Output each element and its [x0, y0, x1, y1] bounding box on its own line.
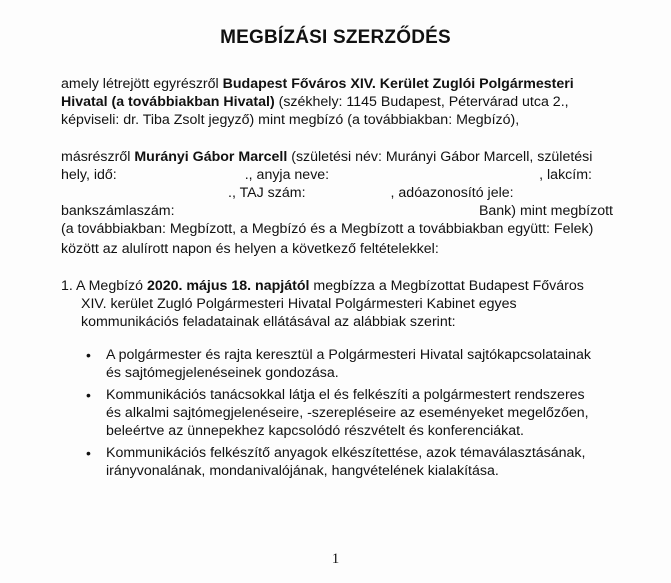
bullet-2-line-3: beleértve az ünnepekhez kapcsolódó részvételt és konferenciákat.	[106, 423, 524, 439]
bullet-1-line-2: és sajtómegjelenéseinek gondozása.	[106, 365, 339, 381]
start-date: 2020. május 18. napjától	[146, 278, 310, 294]
bullet-icon: •	[86, 445, 91, 461]
party-2-name: Murányi Gábor Marcell	[134, 149, 288, 165]
birth-place-label: hely, idő:	[61, 167, 117, 183]
para2-line-3	[61, 184, 613, 202]
section-1-line-3: kommunikációs feladatainak ellátásával az alábbiak szerint:	[81, 314, 456, 330]
para2-line-5: (a továbbiakban: Megbízott, a Megbízó és a Megbízott a továbbiakban együtt: Felek)	[61, 221, 594, 237]
para2-line-4	[61, 202, 613, 220]
bullet-3-line-1: Kommunikációs felkészítő anyagok elkészítettése, azok témaválasztásának,	[106, 445, 586, 461]
taj-label: ., TAJ szám:	[228, 185, 306, 201]
duties-list	[86, 346, 613, 484]
address-label: , lakcím:	[539, 167, 592, 183]
section-1-line-1	[61, 277, 613, 295]
party-1-address: (székhely: 1145 Budapest, Pétervárad utca 2.,	[274, 94, 569, 110]
parties-paragraph-2	[61, 148, 613, 238]
conditions-intro-text: között az alulírott napon és helyen a következő feltételekkel:	[61, 241, 439, 257]
para2-line-1	[61, 148, 613, 166]
list-item	[86, 444, 613, 480]
party-2-birth-name: (születési név: Murányi Gábor Marcell, születési	[287, 149, 593, 165]
mother-name-label: ., anyja neve:	[244, 167, 330, 183]
parties-paragraph-1	[61, 75, 613, 129]
list-item	[86, 386, 613, 440]
bullet-1-line-1: A polgármester és rajta keresztül a Polgármesteri Hivatal sajtókapcsolatainak	[106, 347, 591, 363]
para1-line-3: képviseli: dr. Tiba Zsolt jegyző) mint megbízó (a továbbiakban: Megbízó),	[61, 112, 520, 128]
bullet-icon: •	[86, 387, 91, 403]
conditions-intro	[61, 240, 613, 258]
party-1-short-name: Hivatal (a továbbiakban Hivatal)	[61, 94, 275, 110]
para1-line-1	[61, 75, 613, 93]
section-1	[61, 277, 613, 331]
bank-role-text: Bank) mint megbízott	[478, 203, 613, 219]
section-1-line-2: XIV. kerület Zugló Polgármesteri Hivatal Polgármesteri Kabinet egyes	[81, 296, 517, 312]
list-item	[86, 346, 613, 382]
para1-line-2	[61, 93, 613, 111]
page-number: 1	[331, 551, 340, 567]
section-1-intro: 1. A Megbízó	[61, 278, 147, 294]
bullet-icon: •	[86, 347, 91, 363]
para2-line-2	[61, 166, 613, 184]
party-1-name: Budapest Főváros XIV. Kerület Zuglói Polgármesteri	[222, 76, 574, 92]
tax-id-label: , adóazonosító jele:	[390, 185, 514, 201]
para2-intro: másrészről	[61, 149, 135, 165]
para1-intro: amely létrejött egyrészről	[61, 76, 223, 92]
document-title: MEGBÍZÁSI SZERZŐDÉS	[220, 27, 451, 48]
bank-account-label: bankszámlaszám:	[61, 203, 175, 219]
bullet-2-line-1: Kommunikációs tanácsokkal látja el és felkészíti a polgármestert rendszeres	[106, 387, 585, 403]
bullet-2-line-2: és alkalmi sajtómegjelenéseire, -szerepléseire az eseményeket megelőzően,	[106, 405, 589, 421]
section-1-commission: megbízza a Megbízottat Budapest Főváros	[309, 278, 584, 294]
bullet-3-line-2: irányvonalának, mondanivalójának, hangvételének kialakítása.	[106, 463, 499, 479]
